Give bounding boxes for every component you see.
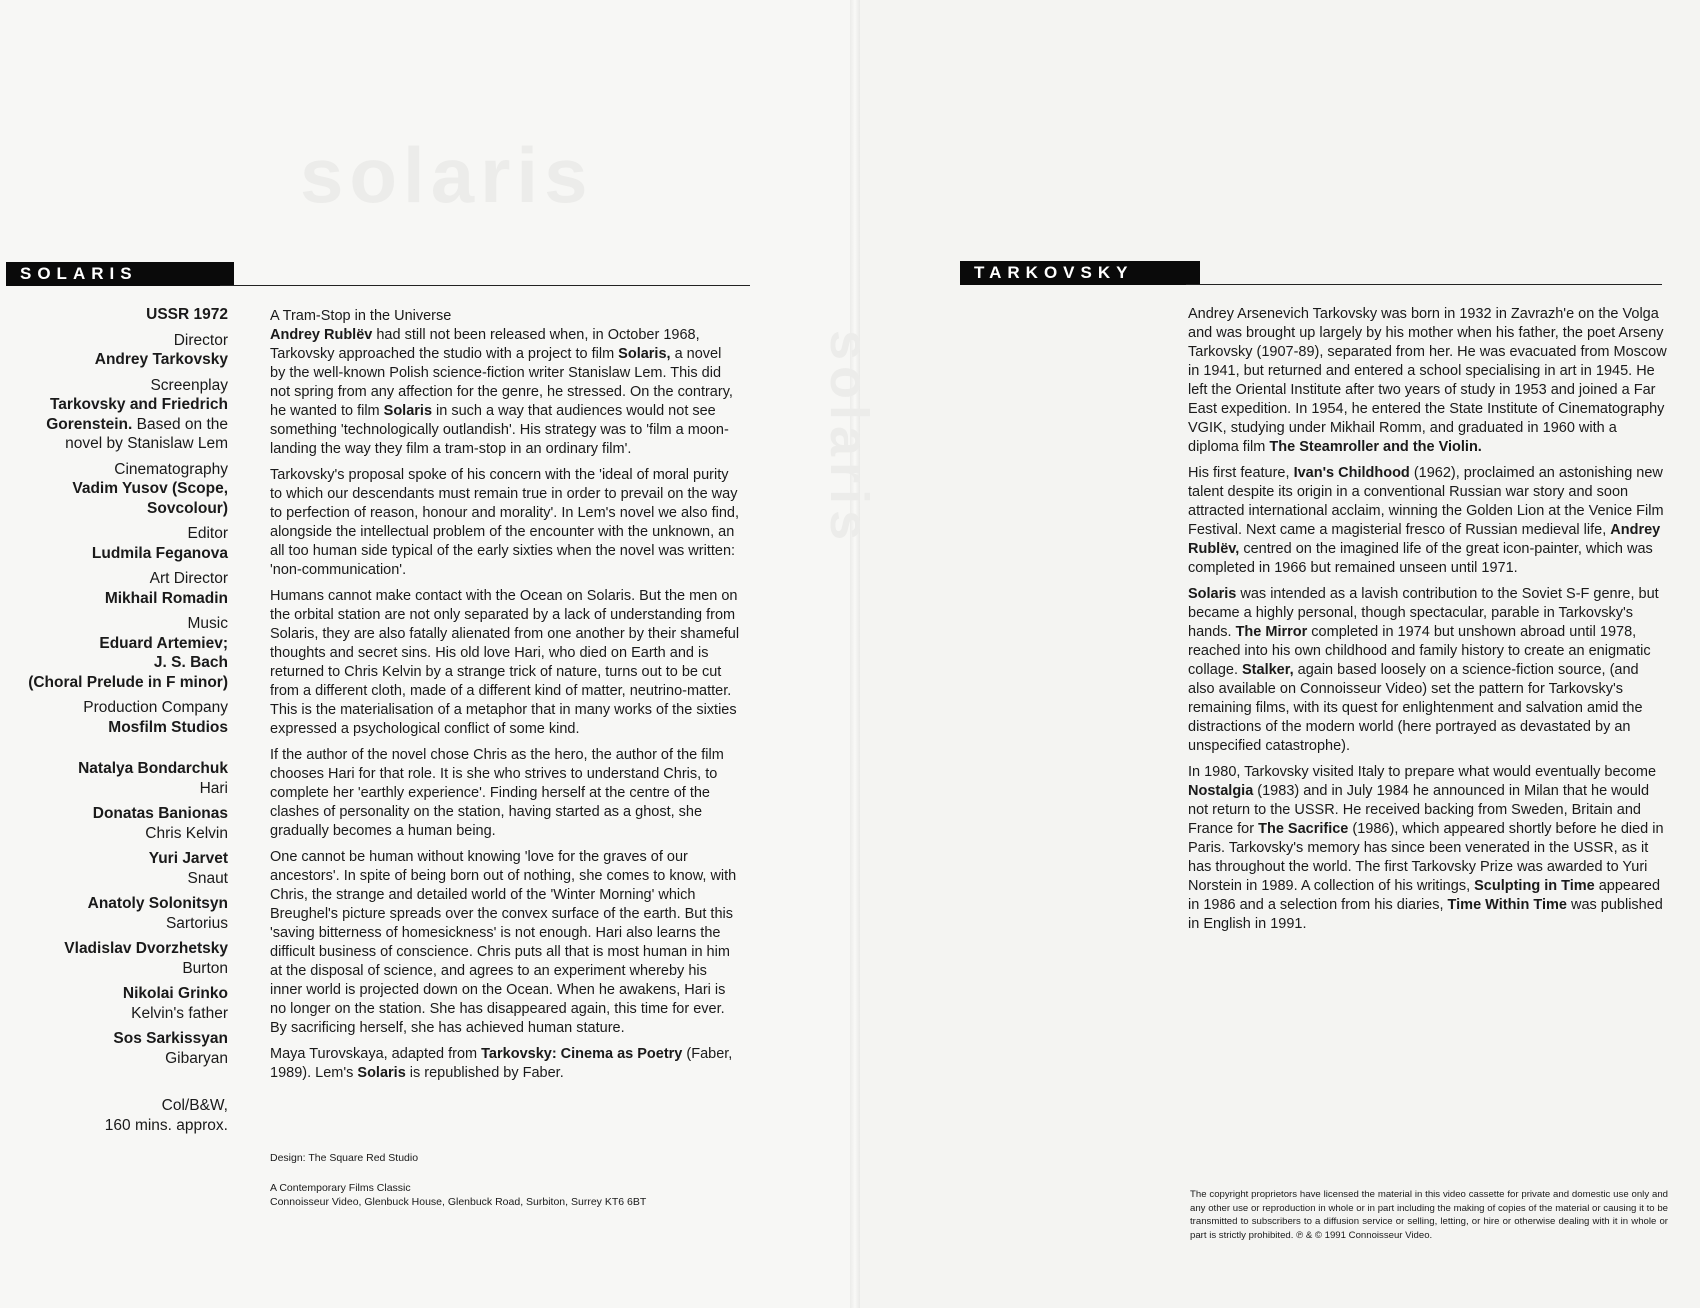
format-info bbox=[8, 1096, 228, 1136]
credits-column bbox=[8, 305, 228, 1136]
cast-item bbox=[8, 894, 228, 933]
essay-paragraph: If the author of the novel chose Chris as the hero, the author of the film chooses Hari for that role. It is she who strives to understand Chris, to complete her 'earthly experience'. Finding herself at the centre of the clashes of personality on the station, having started as a ghost, she gradually becomes a human being. bbox=[270, 747, 724, 839]
cast-actor: Nikolai Grinko bbox=[122, 985, 228, 1002]
screenplay-note: Based on the novel by Stanislaw Lem bbox=[65, 415, 228, 452]
cast-item bbox=[8, 849, 228, 888]
format-runtime: 160 mins. approx. bbox=[104, 1117, 228, 1134]
essay-paragraph: Andrey Rublëv had still not been released when, in October 1968, Tarkovsky approached the studio with a project to film Solaris, a novel by the well-known Polish science-fiction writer Stanislaw Lem. This did not spring from any affection for the genre, he stressed. On the contrary, he wanted to film Solaris in such a way that audiences would not see something 'technologically outlandish'. His strategy was to 'film a moon-landing the way they film a tram-stop in an ordinary film'. bbox=[270, 327, 733, 457]
solaris-rule bbox=[220, 285, 750, 286]
screenplay-names: Tarkovsky and Friedrich Gorenstein. bbox=[46, 396, 228, 433]
cast-role: Kelvin's father bbox=[131, 1004, 228, 1022]
essay-paragraph: Tarkovsky's proposal spoke of his concern with the 'ideal of moral purity to which our descendants must remain true in order to prevail on the way to perfection of reason, honour and morality'. In Lem's novel we also find, alongside the intellectual problem of the encounter with the unknown, an all too human side typical of the early sixties when the novel was written: 'non-communication'. bbox=[270, 467, 739, 578]
cast-role: Chris Kelvin bbox=[145, 824, 228, 842]
director-label: Director bbox=[173, 331, 228, 349]
ghost-print-left: solaris bbox=[300, 131, 594, 219]
design-credit: Design: The Square Red Studio bbox=[270, 1152, 419, 1164]
cast-role: Gibaryan bbox=[165, 1049, 228, 1067]
essay-column bbox=[270, 307, 740, 1090]
page-fold bbox=[850, 0, 860, 1308]
cast-role: Burton bbox=[182, 959, 228, 977]
screenplay-label: Screenplay bbox=[150, 376, 228, 394]
format-color: Col/B&W, bbox=[161, 1097, 228, 1114]
cast-item bbox=[8, 759, 228, 798]
editor-name: Ludmila Feganova bbox=[91, 544, 228, 562]
cast-item bbox=[8, 984, 228, 1023]
cast-role: Snaut bbox=[187, 869, 228, 887]
director-name: Andrey Tarkovsky bbox=[94, 351, 228, 368]
cast-item bbox=[8, 804, 228, 843]
bio-paragraph: Andrey Arsenevich Tarkovsky was born in 1932 in Zavrazh'e on the Volga and was brought up largely by his mother when his father, the poet Arseny Tarkovsky (1907-89), separated from her. He was evacuated from Moscow in 1941, but returned and entered a school specialising in art in 1945. He left the Oriental Institute after two years of study in 1953 and joined a Far East expedition. In 1954, he entered the State Institute of Cinematography VGIK, studying under Mikhail Romm, and graduated in 1960 with a diploma film The Steamroller and the Violin. bbox=[1188, 306, 1667, 455]
cast-role: Hari bbox=[199, 779, 228, 797]
music-name-1: Eduard Artemiev; bbox=[99, 634, 228, 652]
cast-actor: Natalya Bondarchuk bbox=[78, 760, 228, 777]
bio-paragraph: Solaris was intended as a lavish contribution to the Soviet S-F genre, but became a highly personal, though spectacular, parable in Tarkovsky's hands. The Mirror completed in 1974 but unshown abroad until 1978, reached into his own childhood and family history to create an enigmatic collage. Stalker, again based loosely on a science-fiction source, (and also available on Connoisseur Video) set the pattern for Tarkovsky's remaining films, with its quest for enlightenment and salvation amid the distractions of the modern world (here portrayed as devastated by an unspecified catastrophe). bbox=[1188, 586, 1659, 754]
cast-actor: Anatoly Solonitsyn bbox=[87, 895, 228, 912]
tarkovsky-header bbox=[960, 261, 1662, 283]
essay-paragraph: Humans cannot make contact with the Ocean on Solaris. But the men on the orbital station are not only separated by a lack of understanding from Solaris, they are also fatally alienated from one another by their shameful thoughts and secret sins. His old love Hari, who died on Earth and is returned to Chris Kelvin by a strange trick of nature, turns out to be cut from a different cloth, made of a different kind of matter, neutrino-matter. This is the materialisation of a metaphor that in many works of the sixties expressed a psychological conflict of some kind. bbox=[270, 588, 740, 737]
classic-label: A Contemporary Films Classic bbox=[270, 1182, 411, 1194]
cinematography-label: Cinematography bbox=[114, 460, 228, 478]
music-name-3: (Choral Prelude in F minor) bbox=[28, 673, 228, 691]
cast-actor: Donatas Banionas bbox=[92, 805, 228, 822]
essay-paragraph: One cannot be human without knowing 'love for the graves of our ancestors'. In spite of being born out of nothing, she comes to know, with Chris, the strange and detailed world of the 'Winter Morning' which Breughel's picture spreads over the convex surface of the earth. But this 'saving bitterness of homesickness' is not enough. Hari also learns the difficult business of conscience. Chris puts all that is most human in him at the disposal of science, and agrees to an experiment whereby his inner world is projected down on the Ocean. When he awakens, Hari is no longer on the station. She has disappeared again, this time for ever. By sacrificing herself, she has achieved human stature. bbox=[270, 849, 737, 1036]
cinematography-name: Vadim Yusov (Scope, Sovcolour) bbox=[72, 480, 228, 517]
essay-title: A Tram-Stop in the Universe bbox=[270, 308, 452, 324]
cast-list bbox=[8, 759, 228, 1068]
bio-paragraph: In 1980, Tarkovsky visited Italy to prepare what would eventually become Nostalgia (1983) and in July 1984 he announced in Milan that he would not return to the USSR. He received backing from Sweden, Britain and France for The Sacrifice (1986), which appeared shortly before he died in Paris. Tarkovsky's memory has since been venerated in the USSR, as it has throughout the world. The first Tarkovsky Prize was awarded to Yuri Norstein in 1989. A collection of his writings, Sculpting in Time appeared in 1986 and a selection from his diaries, Time Within Time was published in English in 1991. bbox=[1188, 764, 1664, 932]
cast-role: Sartorius bbox=[165, 914, 228, 932]
cast-actor: Sos Sarkissyan bbox=[113, 1030, 228, 1047]
editor-label: Editor bbox=[187, 525, 228, 542]
music-label: Music bbox=[187, 615, 228, 632]
cast-actor: Vladislav Dvorzhetsky bbox=[64, 940, 228, 957]
music-name-2: J. S. Bach bbox=[153, 654, 228, 671]
biography-column bbox=[1188, 305, 1668, 941]
art-director-name: Mikhail Romadin bbox=[104, 589, 228, 607]
publisher-address: Connoisseur Video, Glenbuck House, Glenbuck Road, Surbiton, Surrey KT6 6BT bbox=[270, 1196, 647, 1208]
ghost-print-right: solaris bbox=[819, 330, 879, 547]
cast-item bbox=[8, 939, 228, 978]
solaris-heading: SOLARIS bbox=[6, 262, 234, 286]
production-name: Mosfilm Studios bbox=[108, 718, 228, 736]
cast-item bbox=[8, 1029, 228, 1068]
production-label: Production Company bbox=[83, 699, 228, 716]
tarkovsky-rule bbox=[1186, 284, 1662, 285]
solaris-header bbox=[6, 262, 744, 284]
tarkovsky-heading: TARKOVSKY bbox=[960, 261, 1200, 285]
art-director-label: Art Director bbox=[149, 570, 228, 587]
essay-attribution: Maya Turovskaya, adapted from Tarkovsky: Cinema as Poetry (Faber, 1989). Lem's Solaris is republished by Faber. bbox=[270, 1046, 733, 1081]
cast-actor: Yuri Jarvet bbox=[148, 850, 228, 867]
country-year: USSR 1972 bbox=[146, 306, 228, 323]
copyright-notice: The copyright proprietors have licensed the material in this video cassette for private and domestic use only and any other use or reproduction in whole or in part including the making of copies of the material or causing it to be transmitted to subscribers to a diffusion service or selling, letting, or hire or otherwise dealing with it in whole or part is strictly prohibited. ℗ & © 1991 Connoisseur Video. bbox=[1190, 1189, 1668, 1241]
bio-paragraph: His first feature, Ivan's Childhood (1962), proclaimed an astonishing new talent despite its origin in a conventional Russian war story and soon attracted international acclaim, winning the Golden Lion at the Venice Film Festival. Next came a magisterial fresco of Russian medieval life, Andrey Rublëv, centred on the imagined life of the great icon-painter, which was completed in 1966 but remained unseen until 1971. bbox=[1188, 465, 1664, 576]
